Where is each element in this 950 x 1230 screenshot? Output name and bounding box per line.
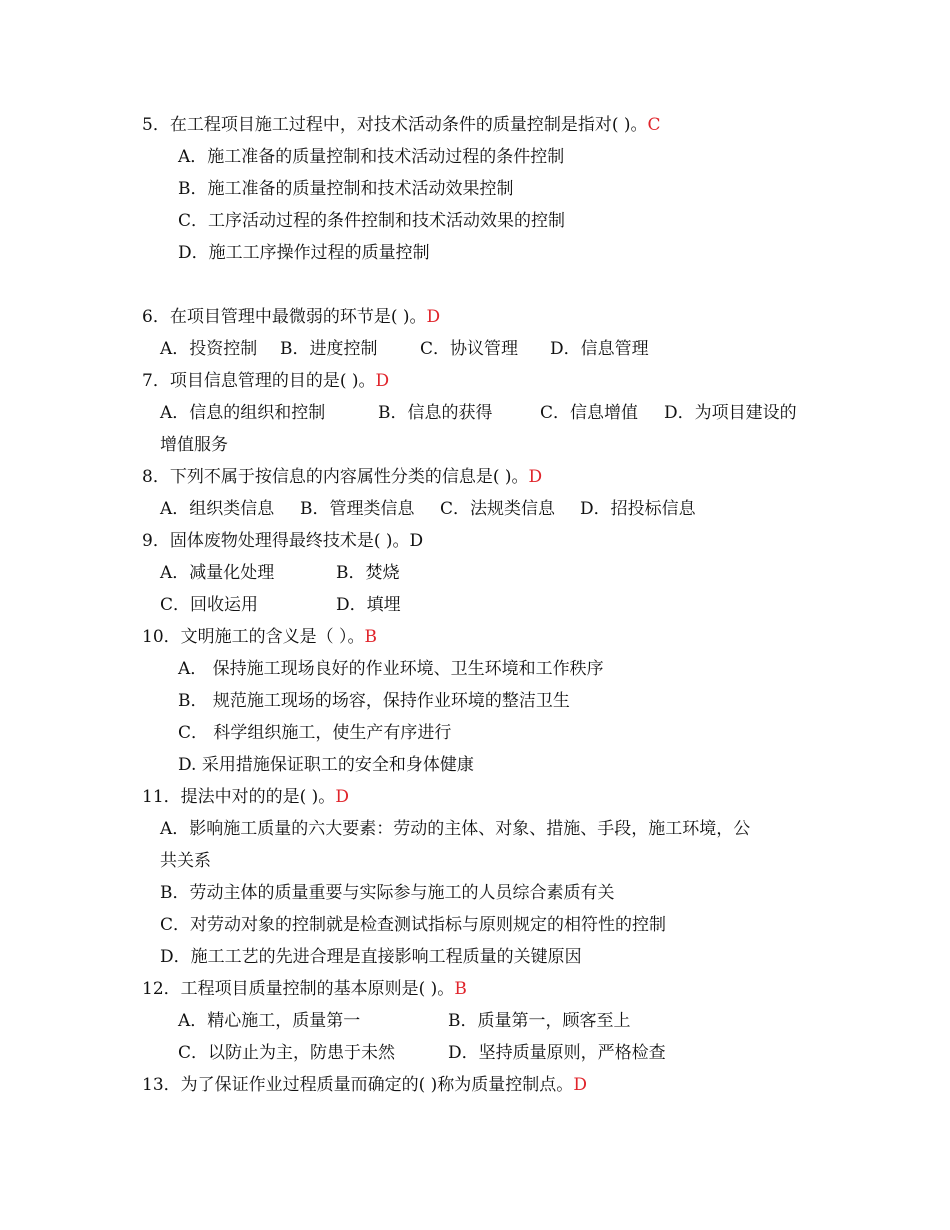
- question-11-option-a-continuation: 共关系: [160, 851, 211, 871]
- question-9-stem: 9．固体废物处理得最终技术是( )。D: [142, 531, 424, 551]
- question-6-option-c: C．协议管理: [420, 339, 519, 359]
- question-9-options-row-2: [160, 594, 401, 616]
- question-11-option-a: A．影响施工质量的六大要素：劳动的主体、对象、措施、手段，施工环境，公: [160, 819, 751, 839]
- question-5-stem: 5．在工程项目施工过程中，对技术活动条件的质量控制是指对( )。C: [142, 115, 661, 135]
- question-6-stem: 6．在项目管理中最微弱的环节是( )。D: [142, 307, 441, 327]
- question-11-option-b: B．劳动主体的质量重要与实际参与施工的人员综合素质有关: [160, 883, 615, 903]
- question-6-option-d: D．信息管理: [550, 339, 649, 359]
- question-5-option-d: D．施工工序操作过程的质量控制: [178, 243, 430, 263]
- question-8-option-d: D．招投标信息: [580, 499, 696, 519]
- question-9-option-c: C．回收运用: [160, 595, 259, 615]
- question-7-option-continuation: 增值服务: [160, 435, 228, 455]
- question-12-option-a: A．精心施工，质量第一: [178, 1011, 361, 1031]
- question-6-option-b: B．进度控制: [280, 339, 378, 359]
- question-11-option-d: D．施工工艺的先进合理是直接影响工程质量的关键原因: [160, 947, 582, 967]
- question-8-answer: D: [528, 467, 543, 487]
- question-10-option-a: A． 保持施工现场良好的作业环境、卫生环境和工作秩序: [178, 659, 604, 679]
- question-11-option-c: C．对劳动对象的控制就是检查测试指标与原则规定的相符性的控制: [160, 915, 667, 935]
- question-12-option-d: D．坚持质量原则，严格检查: [448, 1043, 666, 1063]
- question-11-stem: 11．提法中对的的是( )。D: [142, 787, 349, 807]
- question-5-option-a: A．施工准备的质量控制和技术活动过程的条件控制: [178, 147, 565, 167]
- question-12-answer: B: [454, 979, 467, 999]
- question-10-stem: 10．文明施工的含义是（ ）。B: [142, 627, 378, 647]
- question-12-option-c: C．以防止为主，防患于未然: [178, 1043, 396, 1063]
- question-13-answer: D: [573, 1075, 587, 1095]
- question-9-answer: D: [409, 531, 424, 551]
- question-6-options: [160, 338, 649, 360]
- question-8-option-b: B．管理类信息: [300, 499, 415, 519]
- question-9-options-row-1: [160, 562, 400, 584]
- question-12-stem: 12．工程项目质量控制的基本原则是( )。B: [142, 979, 467, 999]
- question-7-answer: D: [375, 371, 390, 391]
- question-9-option-b: B．焚烧: [336, 563, 400, 583]
- question-5-answer: C: [647, 115, 661, 135]
- question-7-options: [160, 402, 797, 424]
- question-7-option-a: A．信息的组织和控制: [160, 403, 326, 423]
- question-5-option-b: B．施工准备的质量控制和技术活动效果控制: [178, 179, 514, 199]
- question-12-options-row-2: [178, 1042, 666, 1064]
- question-5-option-c: C．工序活动过程的条件控制和技术活动效果的控制: [178, 211, 566, 231]
- question-10-answer: B: [364, 627, 378, 647]
- question-8-option-c: C．法规类信息: [440, 499, 556, 519]
- question-10-option-d: D. 采用措施保证职工的安全和身体健康: [178, 755, 474, 775]
- question-7-option-c: C．信息增值: [540, 403, 639, 423]
- question-11-answer: D: [335, 787, 349, 807]
- question-6-answer: D: [426, 307, 441, 327]
- question-10-option-b: B． 规范施工现场的场容，保持作业环境的整洁卫生: [178, 691, 570, 711]
- question-8-option-a: A．组织类信息: [160, 499, 275, 519]
- question-7-stem: 7．项目信息管理的目的是( )。D: [142, 371, 390, 391]
- question-9-option-d: D．填埋: [336, 595, 401, 615]
- question-7-option-b: B．信息的获得: [378, 403, 493, 423]
- question-12-option-b: B．质量第一，顾客至上: [448, 1011, 631, 1031]
- question-13-stem: 13．为了保证作业过程质量而确定的( )称为质量控制点。D: [142, 1075, 587, 1095]
- question-10-option-c: C． 科学组织施工，使生产有序进行: [178, 723, 452, 743]
- question-6-option-a: A．投资控制: [160, 339, 258, 359]
- question-9-option-a: A．减量化处理: [160, 563, 275, 583]
- question-8-stem: 8．下列不属于按信息的内容属性分类的信息是( )。D: [142, 467, 543, 487]
- question-7-option-d: D．为项目建设的: [664, 403, 797, 423]
- question-12-options-row-1: [178, 1010, 631, 1032]
- question-8-options: [160, 498, 696, 520]
